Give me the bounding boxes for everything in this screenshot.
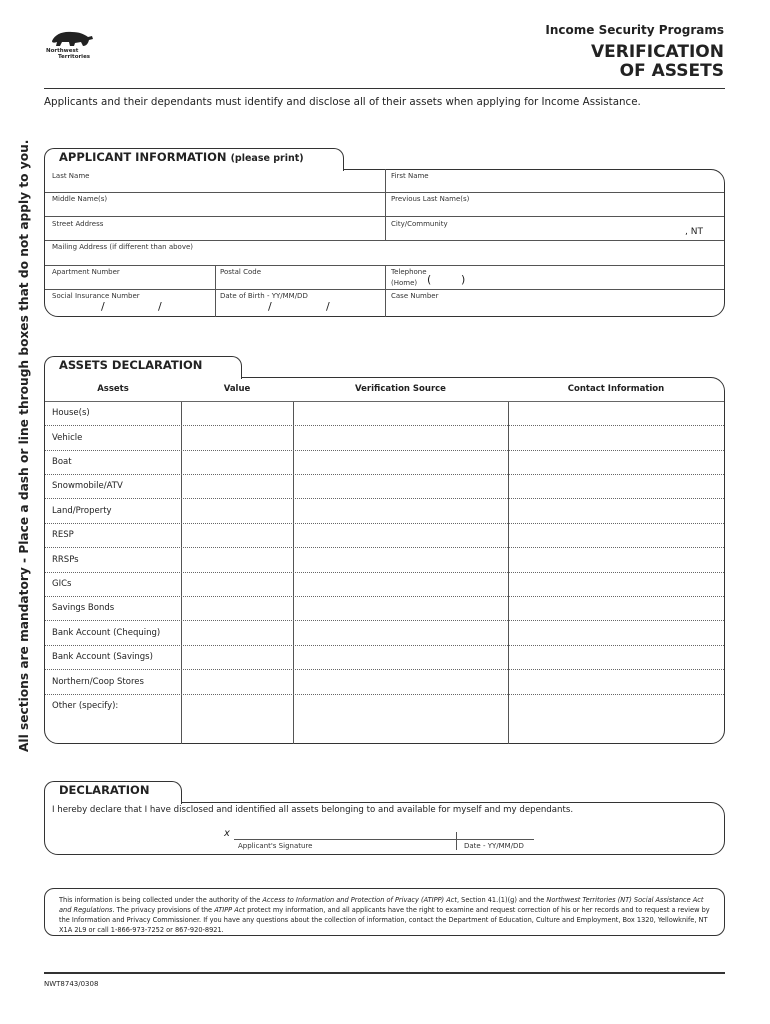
- row-divider: [45, 474, 724, 475]
- row-divider: [45, 425, 724, 426]
- signature-date-label: Date - YY/MM/DD: [464, 842, 524, 850]
- signature-line[interactable]: [234, 839, 534, 840]
- asset-row-label: Boat: [52, 457, 72, 467]
- declaration-section-title: DECLARATION: [59, 783, 150, 797]
- street-address-field[interactable]: Street Address: [52, 220, 104, 228]
- nwt-logo: [44, 28, 104, 64]
- row-divider: [45, 572, 724, 573]
- privacy-text: . The privacy provisions of the: [112, 906, 215, 914]
- declaration-section-tab: [44, 781, 182, 804]
- asset-row-label: Bank Account (Savings): [52, 652, 153, 662]
- asset-row-label: RESP: [52, 530, 74, 540]
- logo-line-2: Territories: [58, 54, 91, 60]
- territory-suffix: , NT: [685, 227, 703, 237]
- row-divider: [45, 620, 724, 621]
- row-divider: [45, 498, 724, 499]
- last-name-field[interactable]: Last Name: [52, 172, 90, 180]
- row-divider: [45, 523, 724, 524]
- first-name-field[interactable]: First Name: [391, 172, 429, 180]
- asset-row-label: GICs: [52, 579, 72, 589]
- previous-last-names-field[interactable]: Previous Last Name(s): [391, 195, 470, 203]
- applicant-signature-label: Applicant's Signature: [238, 842, 313, 850]
- asset-row-label: Other (specify):: [52, 701, 119, 711]
- area-code-close: ): [461, 273, 466, 286]
- declaration-text: I hereby declare that I have disclosed and identified all assets belonging to and available for myself and my dependants.: [52, 805, 574, 815]
- applicant-section-note: (please print): [230, 153, 304, 164]
- telephone-home-label: (Home): [391, 279, 418, 287]
- program-name: Income Security Programs: [545, 23, 724, 37]
- asset-row-label: Bank Account (Chequing): [52, 628, 161, 638]
- column-divider: [385, 265, 386, 317]
- row-divider: [45, 645, 724, 646]
- header-divider: [44, 88, 725, 89]
- column-header-verification-source: Verification Source: [355, 384, 446, 394]
- assets-section-title: ASSETS DECLARATION: [59, 358, 203, 372]
- assets-table: [44, 377, 725, 744]
- middle-names-field[interactable]: Middle Name(s): [52, 195, 108, 203]
- row-divider: [45, 694, 724, 695]
- column-header-assets: Assets: [97, 384, 129, 394]
- intro-text: Applicants and their dependants must identify and disclose all of their assets when applying for Income Assistance.: [44, 96, 641, 108]
- apartment-number-field[interactable]: Apartment Number: [52, 268, 120, 276]
- privacy-text: This information is being collected under the authority of the: [59, 896, 263, 904]
- column-divider: [385, 169, 386, 240]
- city-field[interactable]: City/Community: [391, 220, 448, 228]
- form-title-line-1: VERIFICATION: [590, 42, 724, 62]
- row-divider: [45, 596, 724, 597]
- header-divider-line: [45, 401, 724, 402]
- assets-section-tab: [44, 356, 242, 379]
- row-divider: [45, 240, 724, 241]
- asset-row-label: Land/Property: [52, 506, 112, 516]
- logo-line-1: Northwest: [46, 48, 79, 54]
- postal-code-field[interactable]: Postal Code: [220, 268, 262, 276]
- asset-row-label: Vehicle: [52, 433, 83, 443]
- signature-date-divider: [456, 832, 457, 850]
- asset-row-label: Snowmobile/ATV: [52, 481, 123, 491]
- asset-row-label: RRSPs: [52, 555, 79, 565]
- row-divider: [45, 547, 724, 548]
- case-number-field[interactable]: Case Number: [391, 292, 439, 300]
- applicant-section-tab: [44, 148, 344, 171]
- dob-separator: /: [326, 300, 330, 313]
- applicant-section-title: APPLICANT INFORMATION: [59, 150, 227, 164]
- form-title: [591, 43, 724, 81]
- row-divider: [45, 450, 724, 451]
- column-header-contact-information: Contact Information: [567, 384, 665, 394]
- footer-divider: [44, 972, 725, 974]
- privacy-text: , Section 41.(1)(g) and the: [456, 896, 547, 904]
- column-divider: [215, 265, 216, 317]
- telephone-field[interactable]: Telephone: [391, 268, 427, 276]
- mailing-address-field[interactable]: Mailing Address (if different than above): [52, 243, 194, 251]
- side-instruction: All sections are mandatory - Place a dash or line through boxes that do not apply to you.: [17, 139, 31, 752]
- asset-row-label: Savings Bonds: [52, 603, 115, 613]
- sin-field[interactable]: Social Insurance Number: [52, 292, 140, 300]
- asset-row-label: Northern/Coop Stores: [52, 677, 144, 687]
- form-number: NWT8743/0308: [44, 980, 99, 988]
- privacy-notice: [44, 888, 725, 936]
- sin-separator: /: [158, 300, 162, 313]
- privacy-text: protect my information, and all applicants have the right to examine and request correction of his or her records and to request a review by the Information and Privacy Commissioner. If you have any questions about the collection of information, contact the Department of Education, Culture and Employment, Box 1320, Yellowknife, NT X1A 2L9 or call 1-866-973-7252 or 867-920-8921.: [59, 906, 710, 934]
- dob-field[interactable]: Date of Birth - YY/MM/DD: [220, 292, 308, 300]
- signature-x-mark: x: [224, 828, 230, 839]
- polar-bear-icon: [50, 28, 94, 48]
- row-divider: [45, 669, 724, 670]
- column-header-value: Value: [223, 384, 251, 394]
- form-title-line-2: OF ASSETS: [619, 61, 724, 81]
- privacy-act-name: ATIPP Act: [214, 906, 245, 914]
- area-code-open: (: [427, 273, 432, 286]
- dob-separator: /: [268, 300, 272, 313]
- asset-row-label: House(s): [52, 408, 90, 418]
- privacy-act-name: Northwest Territories (NT) Social Assistance Act and Regulations: [59, 896, 704, 914]
- sin-separator: /: [101, 300, 105, 313]
- privacy-act-name: Access to Information and Protection of Privacy (ATIPP) Act: [262, 896, 457, 904]
